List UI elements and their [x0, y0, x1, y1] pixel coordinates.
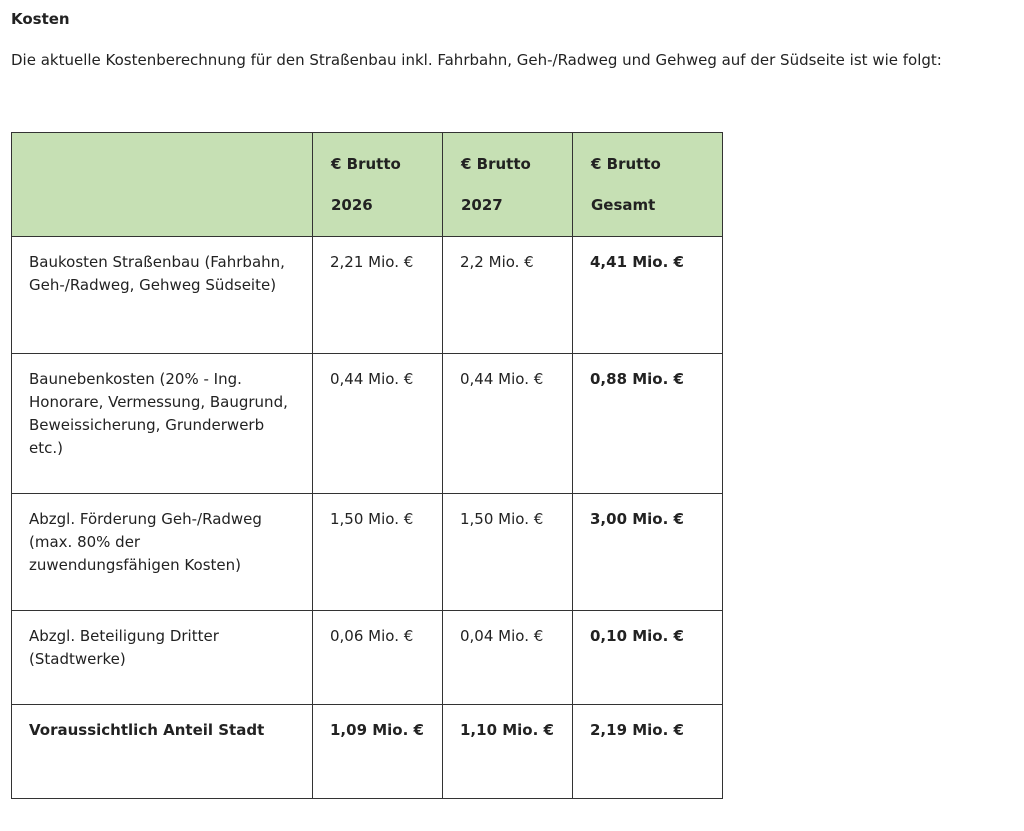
cell-2027: 2,2 Mio. €	[443, 237, 573, 354]
cell-total: 2,19 Mio. €	[573, 705, 723, 799]
header-total: Gesamt	[591, 196, 656, 214]
cell-total: 0,10 Mio. €	[573, 611, 723, 705]
table-row	[12, 494, 723, 611]
header-cell-2027	[443, 133, 573, 237]
header-cell-total	[573, 133, 723, 237]
header-label: € Brutto	[461, 155, 531, 173]
row-label: Baukosten Straßenbau (Fahrbahn, Geh-/Radweg, Gehweg Südseite)	[12, 237, 313, 354]
cell-2026: 1,50 Mio. €	[313, 494, 443, 611]
header-year: 2027	[461, 196, 503, 214]
cell-2026: 0,44 Mio. €	[313, 354, 443, 494]
cost-table	[11, 132, 723, 799]
cell-2026: 0,06 Mio. €	[313, 611, 443, 705]
row-label: Abzgl. Beteiligung Dritter (Stadtwerke)	[12, 611, 313, 705]
cell-total: 0,88 Mio. €	[573, 354, 723, 494]
table-header-row	[12, 133, 723, 237]
cell-total: 4,41 Mio. €	[573, 237, 723, 354]
header-label: € Brutto	[331, 155, 401, 173]
row-label: Baunebenkosten (20% - Ing. Honorare, Vermessung, Baugrund, Beweissicherung, Grunderwerb etc.)	[12, 354, 313, 494]
cell-total: 3,00 Mio. €	[573, 494, 723, 611]
table-row	[12, 237, 723, 354]
cell-2026: 2,21 Mio. €	[313, 237, 443, 354]
table-row	[12, 611, 723, 705]
cell-2027: 0,04 Mio. €	[443, 611, 573, 705]
header-cell-2026	[313, 133, 443, 237]
table-row	[12, 354, 723, 494]
intro-paragraph: Die aktuelle Kostenberechnung für den Straßenbau inkl. Fahrbahn, Geh-/Radweg und Gehweg auf der Südseite ist wie folgt:	[11, 51, 942, 69]
header-cell-empty	[12, 133, 313, 237]
cell-2027: 1,50 Mio. €	[443, 494, 573, 611]
header-year: 2026	[331, 196, 373, 214]
header-label: € Brutto	[591, 155, 661, 173]
section-heading: Kosten	[11, 10, 70, 28]
table-row-total	[12, 705, 723, 799]
cell-2027: 0,44 Mio. €	[443, 354, 573, 494]
cell-2027: 1,10 Mio. €	[443, 705, 573, 799]
row-label: Abzgl. Förderung Geh-/Radweg (max. 80% der zuwendungsfähigen Kosten)	[12, 494, 313, 611]
cell-2026: 1,09 Mio. €	[313, 705, 443, 799]
row-label: Voraussichtlich Anteil Stadt	[12, 705, 313, 799]
